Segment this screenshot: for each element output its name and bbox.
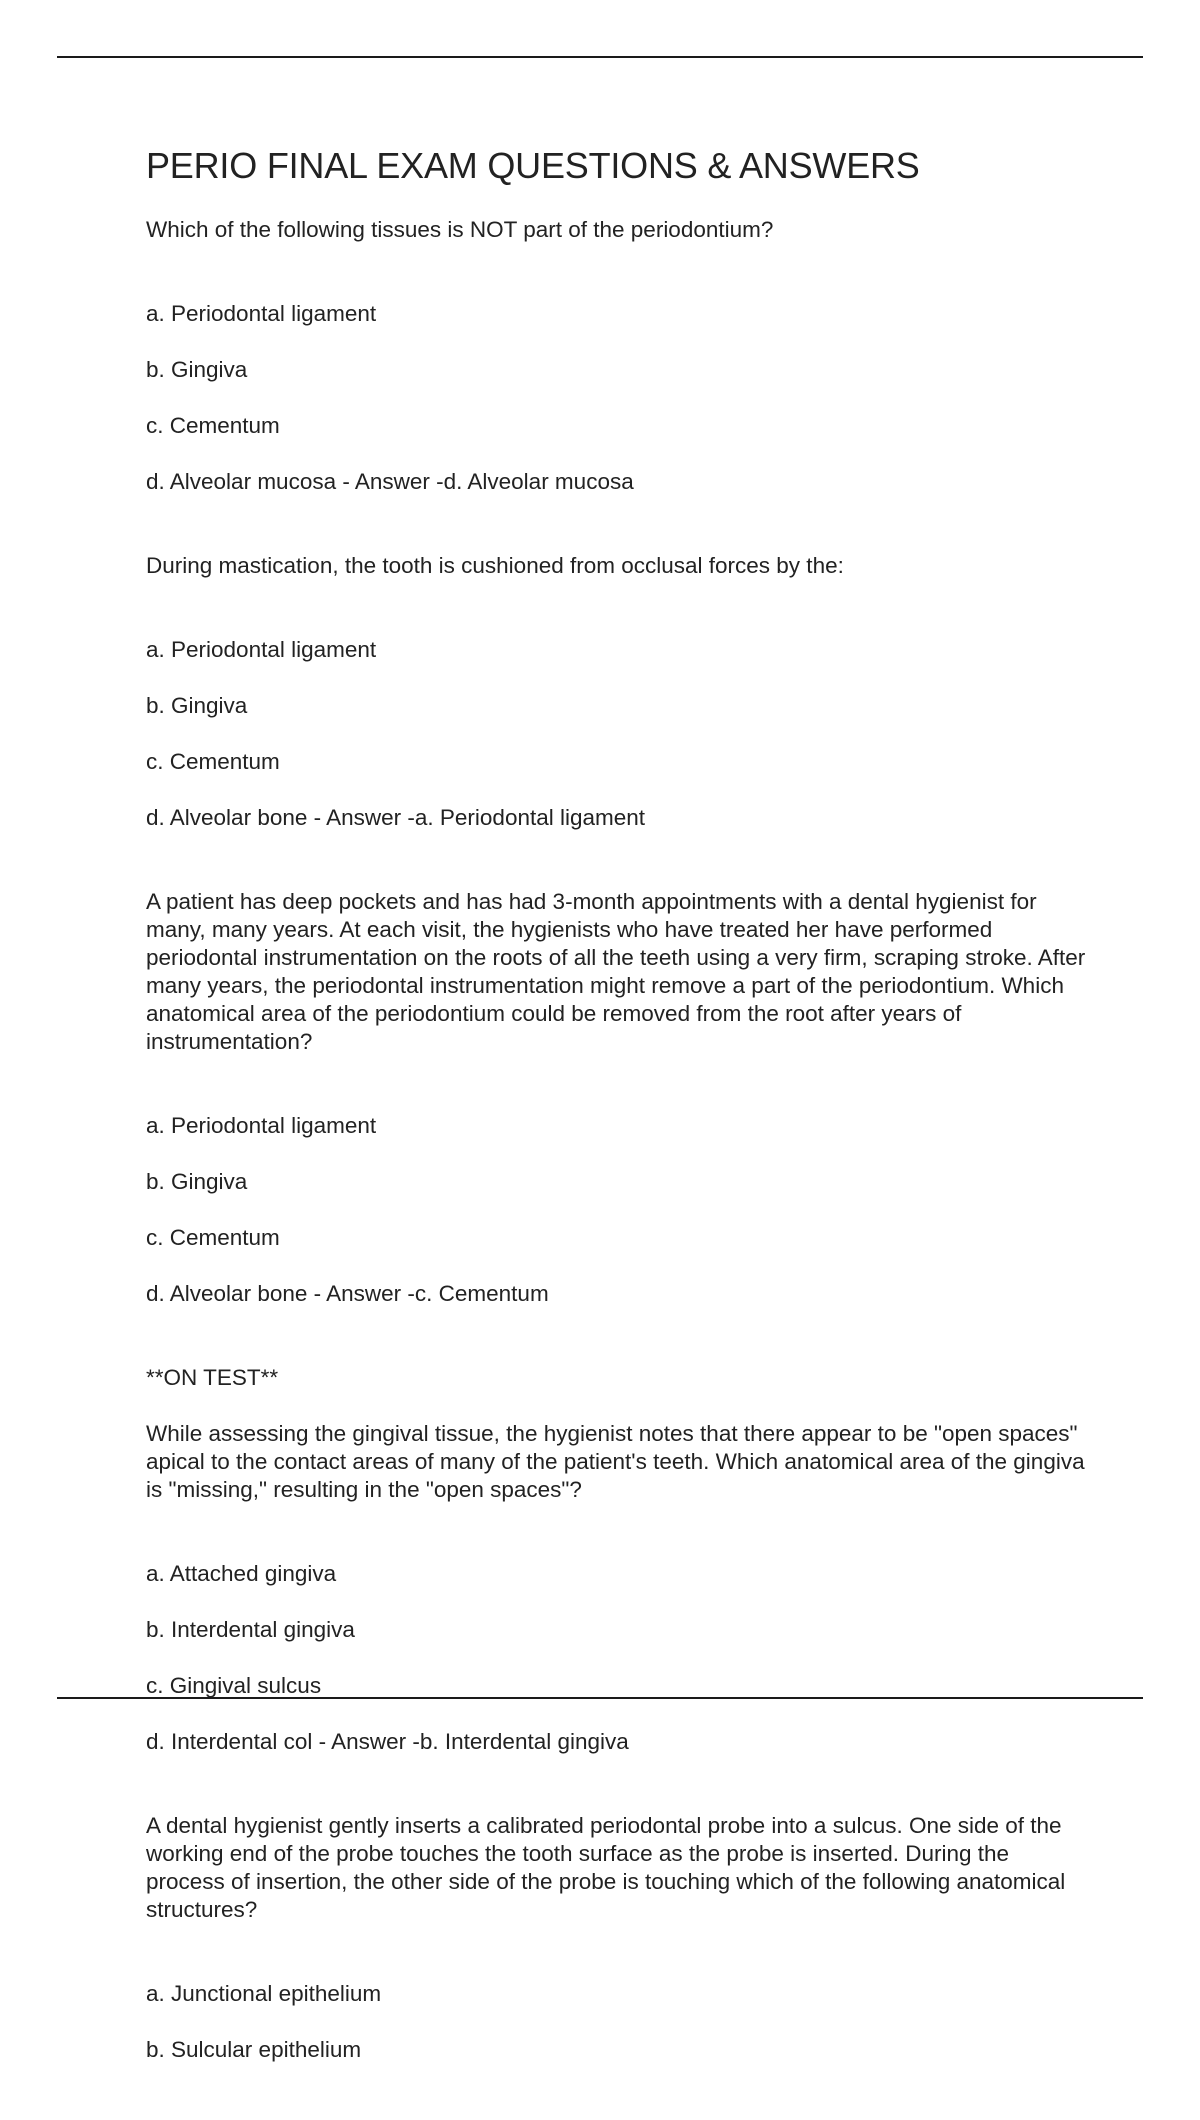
top-rule bbox=[57, 56, 1143, 58]
question-text: During mastication, the tooth is cushioned from occlusal forces by the: bbox=[146, 553, 844, 578]
answer-options bbox=[146, 1084, 1086, 1336]
question-text: A dental hygienist gently inserts a calibrated periodontal probe into a sulcus. One side of the working end of the probe touches the tooth surface as the probe is inserted. During the process of insertion, the other side of the probe is touching which of the following anatomical structures? bbox=[146, 1813, 1066, 1922]
option-b: b. Gingiva bbox=[146, 357, 248, 382]
question-text: While assessing the gingival tissue, the hygienist notes that there appear to be "open spaces" apical to the contact areas of many of the patient's teeth. Which anatomical area of the gingiva is "missing," resulting in the "open spaces"? bbox=[146, 1421, 1085, 1502]
question-text: A patient has deep pockets and has had 3-month appointments with a dental hygienist for many, many years. At each visit, the hygienists who have treated her have performed periodontal instrumentation on the roots of all the teeth using a very firm, scraping stroke. After many years, the periodontal instrumentation might remove a part of the periodontium. Which anatomical area of the periodontium could be removed from the root after years of instrumentation? bbox=[146, 889, 1086, 1054]
option-d-answer: d. Alveolar bone - Answer -c. Cementum bbox=[146, 1281, 549, 1306]
question-text: Which of the following tissues is NOT part of the periodontium? bbox=[146, 217, 774, 242]
answer-options bbox=[146, 1532, 1086, 1784]
option-a: a. Periodontal ligament bbox=[146, 301, 377, 326]
option-c: c. Cementum bbox=[146, 749, 280, 774]
option-a: a. Junctional epithelium bbox=[146, 1981, 382, 2006]
option-d-answer: d. Alveolar bone - Answer -a. Periodontal ligament bbox=[146, 805, 646, 830]
option-c: c. Cementum bbox=[146, 413, 280, 438]
document-title: PERIO FINAL EXAM QUESTIONS & ANSWERS bbox=[146, 145, 920, 186]
option-a: a. Periodontal ligament bbox=[146, 1113, 377, 1138]
document-body bbox=[146, 140, 1086, 2120]
option-b: b. Gingiva bbox=[146, 1169, 248, 1194]
option-d-answer: d. Alveolar mucosa - Answer -d. Alveolar mucosa bbox=[146, 469, 634, 494]
bottom-rule bbox=[57, 1697, 1143, 1699]
option-a: a. Periodontal ligament bbox=[146, 637, 377, 662]
option-b: b. Gingiva bbox=[146, 693, 248, 718]
option-d-answer: d. Interdental col - Answer -b. Interdental gingiva bbox=[146, 1729, 629, 1754]
on-test-note: **ON TEST** bbox=[146, 1365, 279, 1390]
answer-options bbox=[146, 272, 1086, 524]
option-c: c. Cementum bbox=[146, 1225, 280, 1250]
option-a: a. Attached gingiva bbox=[146, 1561, 337, 1586]
option-b: b. Sulcular epithelium bbox=[146, 2037, 362, 2062]
answer-options bbox=[146, 1952, 1086, 2092]
option-b: b. Interdental gingiva bbox=[146, 1617, 355, 1642]
answer-options bbox=[146, 608, 1086, 860]
option-c: c. Gingival sulcus bbox=[146, 1673, 322, 1698]
